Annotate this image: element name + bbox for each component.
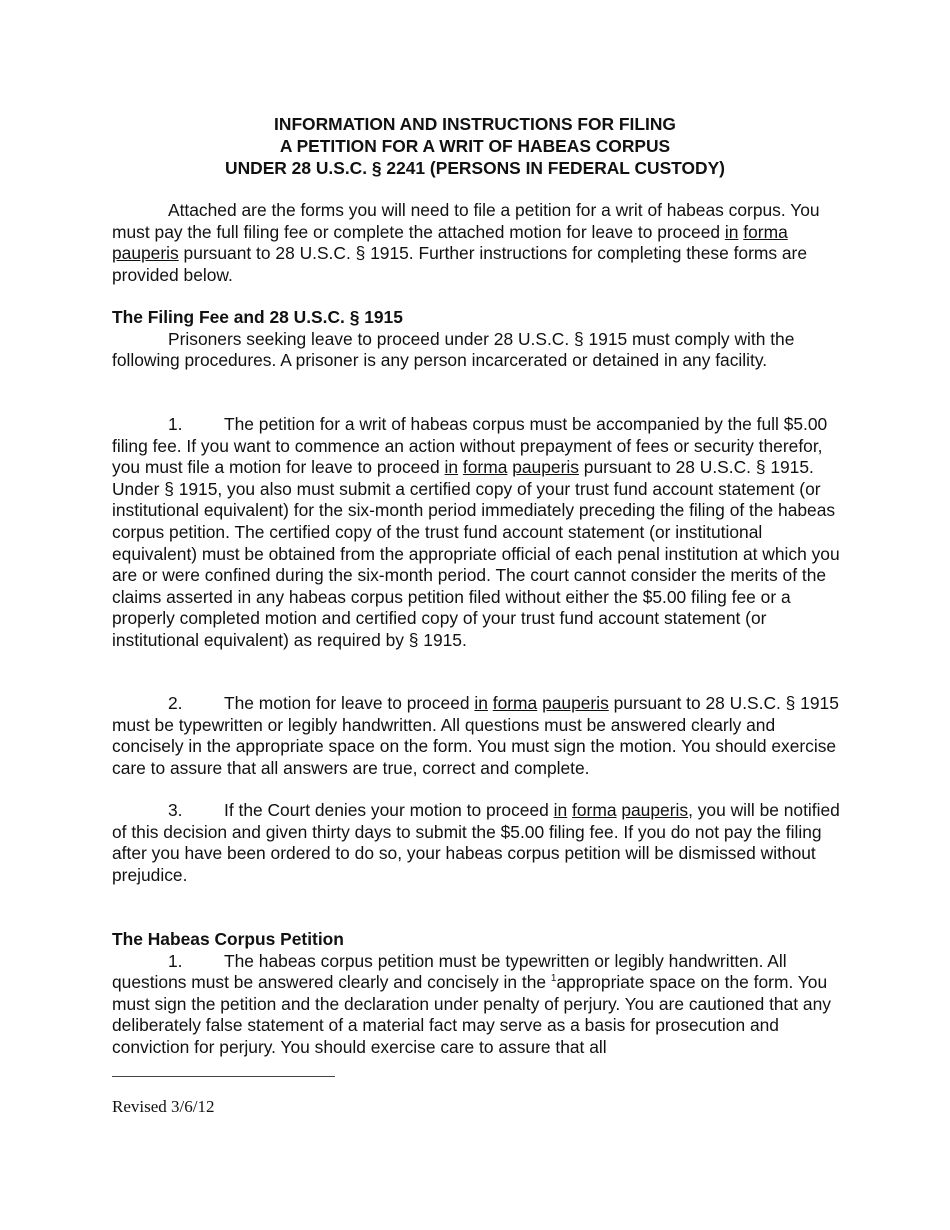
fee-item-3-forma: forma bbox=[572, 800, 617, 820]
intro-paragraph bbox=[112, 200, 842, 286]
fee-item-1-number: 1. bbox=[168, 414, 183, 434]
petition-item-1-number: 1. bbox=[168, 950, 183, 971]
intro-in: in bbox=[724, 221, 739, 242]
footnote-marker[interactable]: 1 bbox=[550, 973, 557, 985]
petition-item-1-text-a: The habeas corpus petition must be typewritten or legibly handwritten. All questions must be answered clearly and concisely in the bbox=[112, 950, 787, 993]
fee-section bbox=[112, 307, 842, 372]
fee-item-3 bbox=[112, 800, 842, 886]
fee-item-3-in: in bbox=[553, 800, 568, 820]
intro-forma: forma bbox=[743, 221, 788, 242]
title-line-1: INFORMATION AND INSTRUCTIONS FOR FILING bbox=[274, 114, 676, 134]
petition-section bbox=[112, 929, 842, 1059]
fee-item-2 bbox=[112, 693, 842, 779]
petition-item-1-text-b: appropriate space on the form. You must sign the petition and the declaration under penalty of perjury. You are cautioned that any deliberately false statement of a material fact may serve as a basis for prosecution and conviction for perjury. You should exercise care to assure that all bbox=[112, 972, 831, 1057]
intro-text-a: Attached are the forms you will need to file a petition for a writ of habeas corpus. You must pay the full filing fee or complete the attached motion for leave to proceed bbox=[112, 200, 820, 242]
intro-pauperis: pauperis bbox=[112, 243, 179, 264]
fee-item-3-text-b: , you will be notified of this decision and given thirty days to submit the $5.00 filing fee. If you do not pay the filing after you have been ordered to do so, your habeas corpus petition will be dismissed without prejudice. bbox=[112, 800, 840, 885]
footnote-revised-date: Revised 3/6/12 bbox=[112, 1097, 215, 1116]
fee-item-1-text-b: pursuant to 28 U.S.C. § 1915. Under § 1915, you also must submit a certified copy of your trust fund account statement (or institutional equivalent) for the six-month period immediately preceding the filing of the habeas corpus petition. The certified copy of the trust fund account statement (or institutional equivalent) must be obtained from the appropriate official of each penal institution at which you are or were confined during the six-month period. The court cannot consider the merits of the claims asserted in any habeas corpus petition filed without either the $5.00 filing fee or a properly completed motion and certified copy of your trust fund account statement (or institutional equivalent) as required by § 1915. bbox=[112, 457, 840, 650]
title-line-3: UNDER 28 U.S.C. § 2241 (PERSONS IN FEDERAL CUSTODY) bbox=[225, 158, 725, 178]
fee-item-1-pauperis: pauperis bbox=[512, 457, 579, 478]
fee-item-1-text-a: The petition for a writ of habeas corpus must be accompanied by the full $5.00 filing fee. If you want to commence an action without prepayment of fees or security therefor, you must file a motion for leave to proceed bbox=[112, 414, 828, 478]
fee-item-2-forma: forma bbox=[492, 693, 538, 713]
fee-item-1 bbox=[112, 414, 842, 652]
fee-item-2-pauperis: pauperis bbox=[542, 693, 609, 713]
document-title bbox=[112, 113, 838, 179]
fee-heading: The Filing Fee and 28 U.S.C. § 1915 bbox=[112, 307, 403, 327]
title-line-2: A PETITION FOR A WRIT OF HABEAS CORPUS bbox=[279, 136, 671, 156]
fee-item-2-text-a: The motion for leave to proceed bbox=[224, 693, 475, 713]
fee-item-3-number: 3. bbox=[168, 800, 183, 820]
fee-item-3-text-a: If the Court denies your motion to proceed bbox=[224, 800, 554, 820]
petition-heading: The Habeas Corpus Petition bbox=[112, 929, 344, 949]
fee-item-1-forma: forma bbox=[462, 457, 508, 478]
fee-item-2-in: in bbox=[474, 693, 488, 713]
fee-item-2-text-b: pursuant to 28 U.S.C. § 1915 must be typewritten or legibly handwritten. All questions must be answered clearly and concisely in the appropriate space on the form. You must sign the motion. You should exercise care to assure that all answers are true, correct and complete. bbox=[112, 693, 839, 778]
fee-intro: Prisoners seeking leave to proceed under 28 U.S.C. § 1915 must comply with the following procedures. A prisoner is any person incarcerated or detained in any facility. bbox=[112, 328, 795, 371]
intro-text-b: pursuant to 28 U.S.C. § 1915. Further instructions for completing these forms are provided below. bbox=[112, 243, 808, 285]
fee-item-3-pauperis: pauperis bbox=[621, 800, 689, 820]
fee-item-1-in: in bbox=[444, 457, 459, 478]
footnote-divider bbox=[112, 1076, 335, 1077]
fee-item-2-number: 2. bbox=[168, 693, 183, 713]
